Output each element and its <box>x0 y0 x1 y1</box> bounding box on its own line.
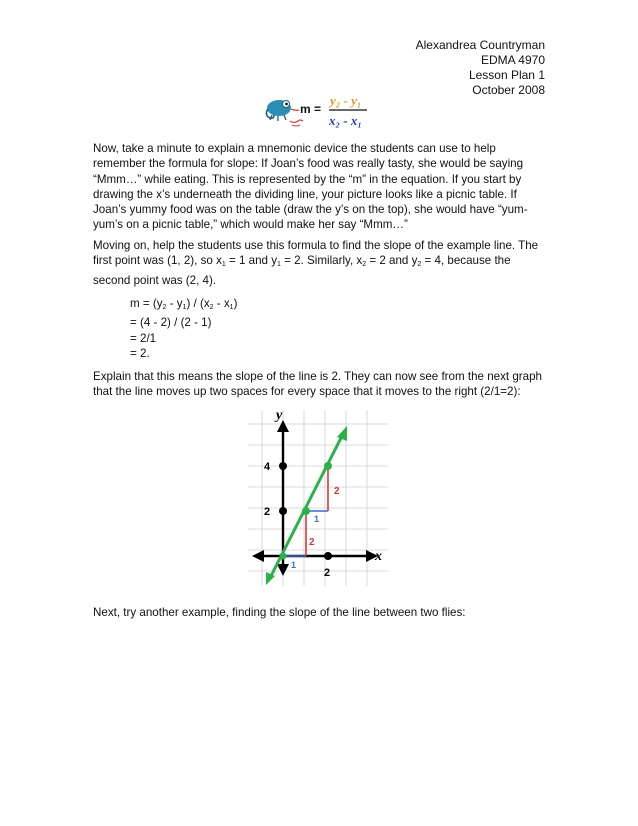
paragraph-example <box>93 238 545 288</box>
formula-numerator: y₂ - y₁ <box>330 93 362 108</box>
calc-line-3: = 2/1 <box>130 331 157 345</box>
line-point-2-4 <box>324 462 332 470</box>
subscript: 1 <box>277 261 281 269</box>
text-run: ) <box>233 297 238 310</box>
slope-calculation <box>130 296 237 361</box>
text-run: Moving on, help the students use this formula to find the slope of the example line. The first point was (1, 2), so x <box>93 239 539 268</box>
rise-label-upper: 2 <box>334 486 340 497</box>
y-axis-arrow-down <box>277 564 289 576</box>
formula-denominator: x₂ - x₁ <box>329 113 362 128</box>
x-axis-arrow-left <box>252 550 264 562</box>
y-axis-label: y <box>276 410 283 423</box>
slope-graph <box>248 410 388 586</box>
paragraph-mnemonic: Now, take a minute to explain a mnemonic device the students can use to help remember the formula for slope: If Joan’s food was really tasty, she would be saying “Mmm…” while eating. This is represented by the “m” in the equation. If you start by drawing the x’s underneath the dividing line, your picture looks like a picnic table. If Joan’s yummy food was on the table (draw the y’s on the top), she would have “yum-yum’s on a picnic table,” which would make her say “Mmm…” <box>93 142 528 232</box>
author-name: Alexandrea Countryman <box>415 38 545 52</box>
tick-label-y2: 2 <box>264 506 271 518</box>
axis-point-y2 <box>279 507 287 515</box>
text-run: ) / (x <box>186 297 210 310</box>
slope-formula-graphic <box>262 91 382 131</box>
axis-point-x2 <box>324 552 332 560</box>
subscript: 2 <box>362 261 367 269</box>
tick-label-x2: 2 <box>324 567 331 579</box>
chameleon-icon <box>266 100 303 126</box>
line-point-1-2 <box>302 507 310 515</box>
document-header <box>416 38 545 98</box>
lesson-plan: Lesson Plan 1 <box>468 68 545 82</box>
tick-label-y4: 4 <box>264 461 271 473</box>
slope-line-arrow-up <box>337 426 347 441</box>
course-code: EDMA 4970 <box>480 53 545 67</box>
text-run: = 4, because the second point was (2, 4). <box>93 254 511 287</box>
text-run: = 2 and y <box>366 254 418 268</box>
text-run: = 1 and y <box>225 254 278 268</box>
run-label-upper: 1 <box>314 514 320 524</box>
paragraph-explanation: Explain that this means the slope of the line is 2. They can now see from the next graph that the line moves up two spaces for every space that it moves to the right (2/1=2): <box>93 370 542 399</box>
document-date: October 2008 <box>472 83 545 97</box>
paragraph-next-example: Next, try another example, finding the slope of the line between two flies: <box>93 606 466 619</box>
rise-label-lower: 2 <box>309 537 315 548</box>
subscript: 2 <box>162 304 167 311</box>
subscript: 1 <box>182 304 187 311</box>
formula-lhs: m = <box>300 102 322 116</box>
calc-line-1 <box>130 296 237 315</box>
subscript: 2 <box>417 261 422 269</box>
subscript: 1 <box>221 261 226 269</box>
line-point-0-0 <box>280 553 287 560</box>
calc-line-2: = (4 - 2) / (2 - 1) <box>130 316 212 330</box>
text-run: = 2. Similarly, x <box>280 254 363 268</box>
subscript: 2 <box>209 304 214 311</box>
calc-line-4: = 2. <box>130 346 150 360</box>
text-run: m = (y <box>130 297 163 310</box>
text-run: - y <box>166 297 183 310</box>
text-run: - x <box>213 297 230 310</box>
run-label-lower: 1 <box>291 560 297 570</box>
x-axis-label: x <box>375 549 382 564</box>
subscript: 1 <box>229 304 234 311</box>
axis-point-y4 <box>279 462 287 470</box>
